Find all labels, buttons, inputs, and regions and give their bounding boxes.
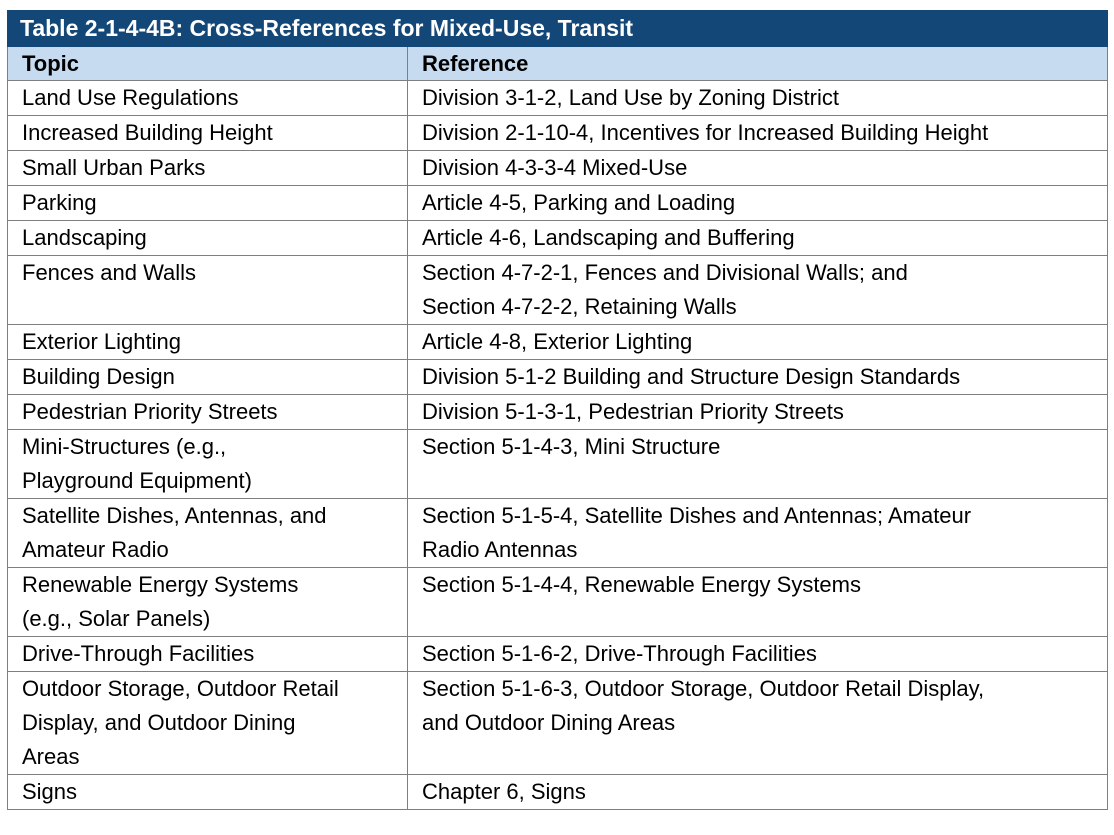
table-row xyxy=(8,360,1108,395)
topic-cell xyxy=(8,430,408,499)
topic-text: Outdoor Storage, Outdoor Retail xyxy=(22,676,339,701)
table-row xyxy=(8,672,1108,775)
topic-cell xyxy=(8,81,408,116)
topic-cell xyxy=(8,395,408,430)
reference-text: Division 5-1-3-1, Pedestrian Priority Streets xyxy=(422,399,844,424)
table-row xyxy=(8,325,1108,360)
topic-text: Signs xyxy=(22,779,78,804)
reference-text: Section 5-1-4-3, Mini Structure xyxy=(422,434,721,459)
topic-text: Exterior Lighting xyxy=(22,329,181,354)
reference-text: Division 5-1-2 Building and Structure Design Standards xyxy=(422,364,961,389)
reference-cell xyxy=(408,256,1108,325)
reference-text: Division 4-3-3-4 Mixed-Use xyxy=(422,155,688,180)
reference-cell xyxy=(408,499,1108,568)
table-header-row xyxy=(8,47,1108,81)
reference-text: Section 4-7-2-2, Retaining Walls xyxy=(422,294,737,319)
column-header-topic: Topic xyxy=(8,47,408,81)
topic-text: Display, and Outdoor Dining xyxy=(22,710,296,735)
topic-cell xyxy=(8,325,408,360)
topic-text: Areas xyxy=(22,744,80,769)
reference-text: Section 4-7-2-1, Fences and Divisional Walls; and xyxy=(422,260,908,285)
topic-text: Pedestrian Priority Streets xyxy=(22,399,278,424)
reference-cell xyxy=(408,81,1108,116)
topic-text: Drive-Through Facilities xyxy=(22,641,255,666)
reference-text: Radio Antennas xyxy=(422,537,578,562)
reference-cell xyxy=(408,221,1108,256)
table-row xyxy=(8,775,1108,810)
reference-cell xyxy=(408,672,1108,775)
topic-cell xyxy=(8,672,408,775)
reference-cell xyxy=(408,637,1108,672)
topic-cell xyxy=(8,256,408,325)
topic-text: Parking xyxy=(22,190,97,215)
table-row xyxy=(8,637,1108,672)
topic-text: Satellite Dishes, Antennas, and xyxy=(22,503,327,528)
reference-cell xyxy=(408,151,1108,186)
reference-text: Section 5-1-6-3, Outdoor Storage, Outdoor Retail Display, xyxy=(422,676,985,701)
table-title-row xyxy=(8,11,1108,47)
table-title: Table 2-1-4-4B: Cross-References for Mixed-Use, Transit xyxy=(8,11,1108,47)
topic-text: Amateur Radio xyxy=(22,537,169,562)
topic-cell xyxy=(8,568,408,637)
reference-text: Section 5-1-5-4, Satellite Dishes and Antennas; Amateur xyxy=(422,503,972,528)
reference-cell xyxy=(408,360,1108,395)
reference-text: Article 4-5, Parking and Loading xyxy=(422,190,736,215)
topic-text: Fences and Walls xyxy=(22,260,197,285)
topic-cell xyxy=(8,116,408,151)
topic-cell xyxy=(8,775,408,810)
table-row xyxy=(8,81,1108,116)
reference-text: Division 3-1-2, Land Use by Zoning District xyxy=(422,85,839,110)
topic-text: Mini-Structures (e.g., xyxy=(22,434,227,459)
topic-cell xyxy=(8,151,408,186)
table-row xyxy=(8,499,1108,568)
table-row xyxy=(8,395,1108,430)
cross-reference-table xyxy=(7,10,1108,810)
table-row xyxy=(8,568,1108,637)
reference-cell xyxy=(408,116,1108,151)
reference-cell xyxy=(408,775,1108,810)
reference-cell xyxy=(408,325,1108,360)
topic-cell xyxy=(8,360,408,395)
reference-text: and Outdoor Dining Areas xyxy=(422,710,676,735)
table-body xyxy=(8,81,1108,810)
topic-text: Renewable Energy Systems xyxy=(22,572,299,597)
reference-text: Division 2-1-10-4, Incentives for Increased Building Height xyxy=(422,120,989,145)
topic-text: Increased Building Height xyxy=(22,120,273,145)
topic-text: Landscaping xyxy=(22,225,147,250)
table-row xyxy=(8,116,1108,151)
table-row xyxy=(8,256,1108,325)
table-row xyxy=(8,186,1108,221)
topic-text: Building Design xyxy=(22,364,175,389)
reference-text: Section 5-1-6-2, Drive-Through Facilities xyxy=(422,641,817,666)
topic-cell xyxy=(8,499,408,568)
reference-text: Section 5-1-4-4, Renewable Energy Systems xyxy=(422,572,861,597)
reference-cell xyxy=(408,568,1108,637)
table-row xyxy=(8,221,1108,256)
table-row xyxy=(8,151,1108,186)
table-row xyxy=(8,430,1108,499)
topic-text: Playground Equipment) xyxy=(22,468,252,493)
topic-cell xyxy=(8,221,408,256)
reference-text: Article 4-8, Exterior Lighting xyxy=(422,329,693,354)
topic-text: (e.g., Solar Panels) xyxy=(22,606,211,631)
topic-cell xyxy=(8,186,408,221)
reference-text: Article 4-6, Landscaping and Buffering xyxy=(422,225,795,250)
topic-text: Land Use Regulations xyxy=(22,85,239,110)
reference-cell xyxy=(408,395,1108,430)
reference-cell xyxy=(408,430,1108,499)
column-header-reference: Reference xyxy=(408,47,1108,81)
topic-text: Small Urban Parks xyxy=(22,155,206,180)
reference-cell xyxy=(408,186,1108,221)
topic-cell xyxy=(8,637,408,672)
reference-text: Chapter 6, Signs xyxy=(422,779,586,804)
